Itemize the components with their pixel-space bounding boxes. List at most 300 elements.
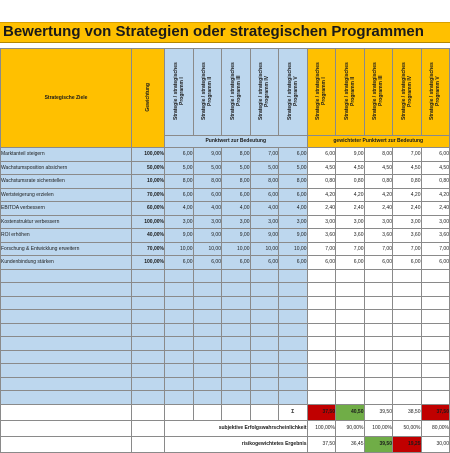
weighted-cell [393,337,422,351]
goal-cell[interactable] [1,323,132,337]
weighted-cell: 4,20 [336,188,365,202]
score-cell[interactable] [222,377,251,391]
weighted-cell [336,323,365,337]
score-cell[interactable] [222,391,251,405]
weighted-cell: 3,60 [364,229,393,243]
weighted-cell [336,310,365,324]
weighted-cell [393,269,422,283]
weighted-cell: 6,00 [421,256,450,270]
weight-cell[interactable] [132,283,165,297]
weighted-cell [421,364,450,378]
header-strategy-label: Strategie / strategisches Programm IV [258,62,271,120]
score-cell[interactable]: 8,00 [222,175,251,189]
table-row [1,242,450,256]
goal-cell[interactable] [1,391,132,405]
score-cell[interactable] [250,323,279,337]
score-cell[interactable] [279,296,308,310]
weight-cell[interactable] [132,391,165,405]
goal-cell[interactable] [1,337,132,351]
weighted-cell: 7,00 [393,242,422,256]
score-cell[interactable]: 10,00 [193,242,222,256]
sum-cell: 37,50 [421,404,450,420]
weighted-cell [421,296,450,310]
score-cell[interactable]: 5,00 [279,161,308,175]
score-cell[interactable]: 6,00 [222,188,251,202]
probability-row [1,420,450,436]
score-cell[interactable]: 5,00 [193,161,222,175]
header-strategy-label: Strategie / strategisches Programm V [429,62,442,120]
weighted-cell: 3,60 [393,229,422,243]
probability-cell[interactable]: 80,00% [421,420,450,436]
sum-row [1,404,450,420]
sum-cell: 39,50 [364,404,393,420]
table-row [1,188,450,202]
goal-cell[interactable] [1,269,132,283]
score-cell[interactable]: 3,00 [222,215,251,229]
weighted-cell: 6,00 [421,148,450,162]
weighted-cell [421,337,450,351]
empty-row [1,269,450,283]
score-cell[interactable] [165,269,194,283]
goal-cell[interactable]: Kostenstruktur verbessern [1,215,132,229]
score-cell[interactable]: 5,00 [250,161,279,175]
header-goal-cell: Strategische Ziele [1,49,132,148]
table-row [1,256,450,270]
score-cell[interactable] [165,310,194,324]
goal-cell[interactable]: Wertsteigerung erzielen [1,188,132,202]
score-cell[interactable]: 5,00 [222,161,251,175]
sum-cell: 38,50 [393,404,422,420]
weighted-cell: 9,00 [336,148,365,162]
weighted-cell [364,283,393,297]
score-cell[interactable]: 9,00 [193,229,222,243]
header-weighted-strategy-4 [393,49,422,136]
weighted-cell: 7,00 [364,242,393,256]
probability-cell[interactable]: 100,00% [307,420,336,436]
risk-cell: 19,25 [393,436,422,452]
score-cell[interactable]: 10,00 [222,242,251,256]
header-strategy-2 [193,49,222,136]
risk-cell: 36,45 [336,436,365,452]
score-cell[interactable] [165,283,194,297]
weighted-cell: 4,50 [307,161,336,175]
score-cell[interactable] [222,310,251,324]
goal-cell[interactable] [1,350,132,364]
weight-cell[interactable]: 10,00% [132,175,165,189]
header-strategy-label: Strategie / strategisches Programm III [372,62,385,120]
weighted-cell: 8,00 [364,148,393,162]
score-cell[interactable] [279,377,308,391]
probability-label: subjektive Erfolgswahrscheinlichkeit [165,420,308,436]
sum-cell: 37,50 [307,404,336,420]
score-cell[interactable]: 4,00 [165,202,194,216]
header-weighted-strategy-5 [421,49,450,136]
weighted-cell: 6,00 [307,256,336,270]
goal-cell[interactable] [1,283,132,297]
title-area [0,0,450,43]
table-row [1,229,450,243]
table-row [1,148,450,162]
header-strategy-label: Strategie / strategisches Programm V [286,62,299,120]
score-cell[interactable] [165,296,194,310]
score-cell[interactable] [279,323,308,337]
weighted-cell [393,350,422,364]
score-cell[interactable]: 9,00 [165,229,194,243]
weighted-cell: 2,40 [307,202,336,216]
header-weight-label: Gewichtung [145,82,151,112]
weighted-cell [364,391,393,405]
weight-cell[interactable] [132,296,165,310]
score-cell[interactable] [279,269,308,283]
score-cell[interactable]: 6,00 [165,148,194,162]
weighted-cell [336,269,365,283]
score-cell[interactable] [193,350,222,364]
weighted-cell: 7,00 [421,242,450,256]
weighted-cell [307,364,336,378]
score-cell[interactable] [193,310,222,324]
weight-cell[interactable]: 100,00% [132,148,165,162]
header-strategy-label: Strategie / strategisches Programm IV [400,62,413,120]
header-strategy-label: Strategie / strategisches Programm II [343,62,356,120]
score-cell[interactable] [250,350,279,364]
score-cell[interactable] [193,364,222,378]
empty-row [1,377,450,391]
sum-cell: 40,50 [336,404,365,420]
score-cell[interactable]: 10,00 [165,242,194,256]
weighted-cell [307,323,336,337]
score-cell[interactable]: 6,00 [250,256,279,270]
weighted-cell [336,283,365,297]
header-weighted-strategy-3 [364,49,393,136]
weighted-cell: 2,40 [393,202,422,216]
weighted-cell: 4,50 [364,161,393,175]
weighted-cell [364,296,393,310]
weighted-cell: 4,20 [393,188,422,202]
weighted-cell [421,350,450,364]
score-cell[interactable]: 10,00 [250,242,279,256]
weighted-cell [393,323,422,337]
goal-cell[interactable]: Marktanteil steigern [1,148,132,162]
empty-row [1,350,450,364]
weighted-cell: 3,60 [336,229,365,243]
score-cell[interactable]: 7,00 [250,148,279,162]
score-cell[interactable]: 6,00 [165,256,194,270]
empty-row [1,337,450,351]
score-cell[interactable]: 4,00 [250,202,279,216]
weight-cell[interactable]: 60,00% [132,202,165,216]
weight-cell[interactable]: 70,00% [132,188,165,202]
sheet-title: Bewertung von Strategien oder strategischen Programmen [3,23,424,40]
header-strategy-4 [250,49,279,136]
empty-row [1,323,450,337]
score-cell[interactable]: 3,00 [279,215,308,229]
weighted-cell [364,350,393,364]
empty-row [1,283,450,297]
weighted-cell: 3,00 [393,215,422,229]
weighted-cell: 2,40 [421,202,450,216]
risk-cell: 37,50 [307,436,336,452]
weighted-cell [393,296,422,310]
goal-cell[interactable]: Wachstumsrate sicherstellen [1,175,132,189]
weight-cell[interactable] [132,310,165,324]
weighted-cell: 4,20 [421,188,450,202]
score-cell[interactable] [222,364,251,378]
score-cell[interactable]: 4,00 [279,202,308,216]
header-strategy-3 [222,49,251,136]
score-cell[interactable]: 6,00 [193,256,222,270]
weight-cell[interactable]: 100,00% [132,215,165,229]
weighted-cell: 3,00 [421,215,450,229]
score-cell[interactable]: 4,00 [222,202,251,216]
weighted-cell [307,391,336,405]
weighted-cell [393,377,422,391]
weighted-cell [421,377,450,391]
weight-cell[interactable]: 50,00% [132,161,165,175]
header-weighted-strategy-2 [336,49,365,136]
score-cell[interactable] [193,269,222,283]
weighted-cell [393,391,422,405]
goal-cell[interactable] [1,296,132,310]
score-cell[interactable] [279,391,308,405]
score-cell[interactable] [279,310,308,324]
goal-cell[interactable] [1,377,132,391]
score-cell[interactable] [222,283,251,297]
weighted-cell: 3,00 [364,215,393,229]
probability-cell[interactable]: 100,00% [364,420,393,436]
weighted-cell: 0,80 [364,175,393,189]
score-cell[interactable] [279,283,308,297]
weight-cell[interactable]: 40,00% [132,229,165,243]
weighted-cell [307,377,336,391]
weight-cell[interactable] [132,364,165,378]
goal-cell[interactable]: Forschung & Entwicklung erweitern [1,242,132,256]
score-cell[interactable]: 6,00 [165,188,194,202]
score-cell[interactable] [193,337,222,351]
weighted-cell: 6,00 [336,256,365,270]
weighted-cell [364,269,393,283]
weighted-cell [393,310,422,324]
goal-cell[interactable]: ROI erhöhen [1,229,132,243]
header-strategy-label: Strategie / strategisches Programm II [201,62,214,120]
prob-spacer [1,420,132,436]
score-subheader: Punktwert zur Bedeutung [165,135,308,147]
weighted-cell [336,391,365,405]
goal-cell[interactable] [1,364,132,378]
goal-cell[interactable]: Kundenbindung stärken [1,256,132,270]
empty-row [1,364,450,378]
weighted-cell: 7,00 [393,148,422,162]
score-cell[interactable]: 8,00 [193,175,222,189]
header-weighted-strategy-1 [307,49,336,136]
score-cell[interactable]: 9,00 [222,229,251,243]
empty-row [1,296,450,310]
weighted-subheader: gewichteter Punktwert zur Bedeutung [307,135,450,147]
score-cell[interactable] [193,377,222,391]
score-cell[interactable] [250,377,279,391]
score-cell[interactable] [250,337,279,351]
sum-spacer [1,404,132,420]
score-cell[interactable] [279,364,308,378]
score-cell[interactable] [165,323,194,337]
header-strategy-label: Strategie / strategisches Programm III [229,62,242,120]
weighted-cell [336,337,365,351]
table-row [1,161,450,175]
score-cell[interactable] [165,377,194,391]
score-cell[interactable]: 6,00 [193,188,222,202]
weighted-cell: 4,20 [364,188,393,202]
score-cell[interactable] [222,350,251,364]
sum-spacer [132,404,165,420]
weighted-cell: 6,00 [307,148,336,162]
goal-cell[interactable]: EBITDA verbessern [1,202,132,216]
weighted-cell [336,350,365,364]
weighted-cell: 7,00 [307,242,336,256]
header-weight-cell [132,49,165,148]
header-strategy-label: Strategie / strategisches Programm I [172,62,185,120]
score-cell[interactable] [165,350,194,364]
weighted-cell [364,323,393,337]
weighted-cell: 0,80 [393,175,422,189]
score-cell[interactable]: 5,00 [165,161,194,175]
score-cell[interactable] [222,269,251,283]
weighted-cell [364,377,393,391]
weighted-cell: 4,50 [336,161,365,175]
weighted-cell: 6,00 [364,256,393,270]
header-strategy-1 [165,49,194,136]
weighted-cell: 2,40 [364,202,393,216]
weighted-cell: 4,50 [393,161,422,175]
weighted-cell [336,364,365,378]
score-cell[interactable] [250,283,279,297]
sum-spacer [165,404,194,420]
score-cell[interactable]: 8,00 [165,175,194,189]
score-cell[interactable] [250,310,279,324]
empty-row [1,391,450,405]
empty-row [1,310,450,324]
weight-cell[interactable] [132,269,165,283]
risk-label: risikogewichtetes Ergebnis [165,436,308,452]
score-cell[interactable]: 4,00 [193,202,222,216]
score-cell[interactable] [165,391,194,405]
goal-cell[interactable] [1,310,132,324]
weighted-cell [421,283,450,297]
weighted-cell [421,310,450,324]
score-cell[interactable] [250,391,279,405]
score-cell[interactable]: 3,00 [193,215,222,229]
table-row [1,202,450,216]
score-cell[interactable] [279,350,308,364]
score-cell[interactable] [193,391,222,405]
weighted-cell [364,337,393,351]
weighted-cell: 7,00 [336,242,365,256]
weighted-cell: 0,80 [336,175,365,189]
weighted-cell: 2,40 [336,202,365,216]
risk-cell: 39,50 [364,436,393,452]
probability-cell[interactable]: 90,00% [336,420,365,436]
score-cell[interactable] [250,269,279,283]
weighted-cell: 3,60 [307,229,336,243]
sum-spacer [222,404,251,420]
score-cell[interactable] [250,364,279,378]
header-row [1,49,450,136]
score-cell[interactable]: 6,00 [222,256,251,270]
weighted-cell: 3,60 [421,229,450,243]
score-cell[interactable]: 6,00 [279,188,308,202]
sum-spacer [250,404,279,420]
weighted-cell: 4,50 [421,161,450,175]
score-cell[interactable]: 3,00 [250,215,279,229]
score-cell[interactable] [222,296,251,310]
weighted-cell [421,323,450,337]
weighted-cell: 4,20 [307,188,336,202]
weight-cell[interactable] [132,337,165,351]
score-cell[interactable]: 6,00 [279,148,308,162]
table-row [1,215,450,229]
score-cell[interactable] [165,364,194,378]
score-cell[interactable]: 9,00 [193,148,222,162]
weight-cell[interactable]: 70,00% [132,242,165,256]
weighted-cell: 0,80 [307,175,336,189]
weighted-cell [307,283,336,297]
score-cell[interactable] [250,296,279,310]
risk-cell: 30,00 [421,436,450,452]
weighted-cell [393,364,422,378]
weighted-cell: 3,00 [336,215,365,229]
weighted-cell [307,350,336,364]
weight-cell[interactable] [132,323,165,337]
score-cell[interactable] [193,296,222,310]
weighted-cell [336,377,365,391]
evaluation-table [0,48,450,453]
score-cell[interactable] [193,283,222,297]
weight-cell[interactable] [132,350,165,364]
weighted-cell [421,391,450,405]
table-row [1,175,450,189]
score-cell[interactable]: 8,00 [250,175,279,189]
weighted-cell [307,269,336,283]
weighted-cell [307,296,336,310]
weighted-cell [307,310,336,324]
weighted-cell [393,283,422,297]
weighted-cell [336,296,365,310]
score-cell[interactable] [222,337,251,351]
score-cell[interactable] [165,337,194,351]
score-cell[interactable] [279,337,308,351]
header-strategy-5 [279,49,308,136]
score-cell[interactable]: 8,00 [222,148,251,162]
prob-spacer [132,420,165,436]
goal-cell[interactable]: Wachstumsposition absichern [1,161,132,175]
score-cell[interactable]: 3,00 [165,215,194,229]
score-cell[interactable]: 6,00 [250,188,279,202]
weighted-cell [364,364,393,378]
weight-cell[interactable]: 100,00% [132,256,165,270]
score-cell[interactable] [222,323,251,337]
sum-spacer [193,404,222,420]
weighted-cell [364,310,393,324]
weighted-cell: 3,00 [307,215,336,229]
score-cell[interactable]: 8,00 [279,175,308,189]
score-cell[interactable] [193,323,222,337]
score-cell[interactable]: 6,00 [279,256,308,270]
score-cell[interactable]: 10,00 [279,242,308,256]
weighted-cell [307,337,336,351]
score-cell[interactable]: 9,00 [250,229,279,243]
weighted-cell: 6,00 [393,256,422,270]
weight-cell[interactable] [132,377,165,391]
probability-cell[interactable]: 50,00% [393,420,422,436]
score-cell[interactable]: 9,00 [279,229,308,243]
